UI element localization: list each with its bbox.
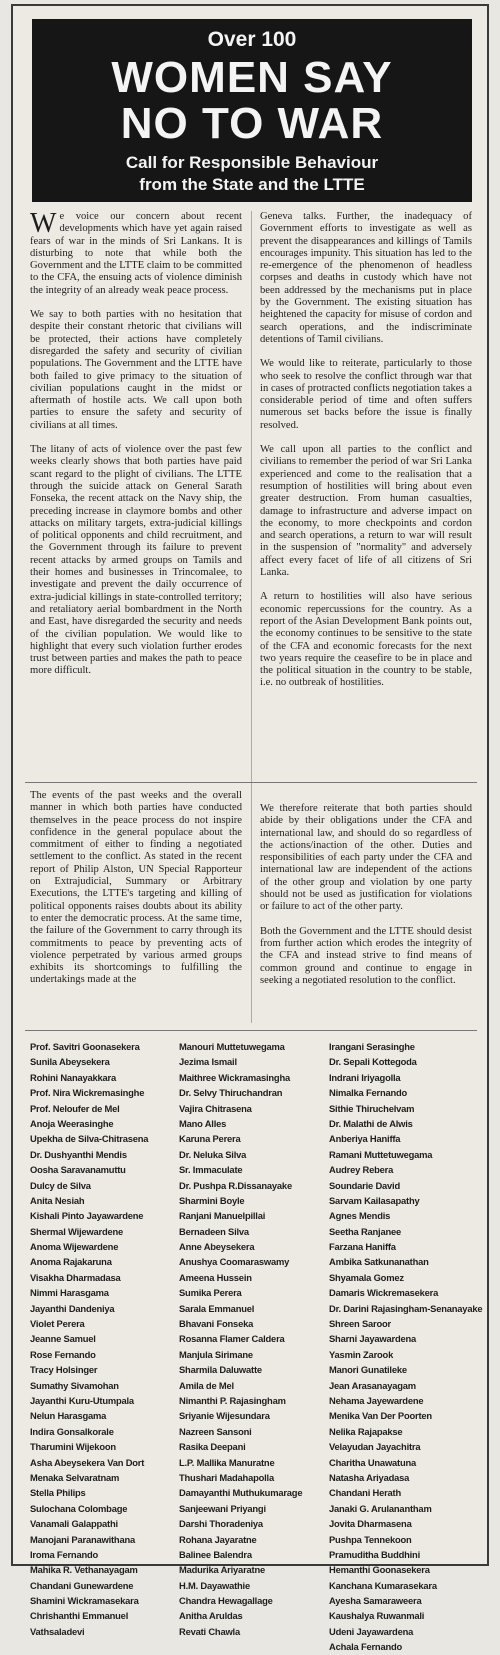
signatory-name: Bernadeen Silva (179, 1225, 249, 1237)
signatory-name: Jean Arasanayagam (329, 1379, 416, 1391)
signatory-name: Rose Fernando (30, 1348, 96, 1360)
subheadline-line-2: from the State and the LTTE (139, 175, 365, 194)
body-column-4 (260, 803, 472, 999)
signatory-name: Manouri Muttetuwegama (179, 1041, 285, 1052)
signatory-name: Jovita Dharmasena (329, 1518, 412, 1530)
signatories-column-3 (329, 1039, 481, 1655)
signatory-name: Dulcy de Silva (30, 1179, 91, 1191)
signatory-name: Dr. Sepali Kottegoda (329, 1056, 417, 1068)
paragraph: Both the Government and the LTTE should desist from further action which erodes the integrity of the CFA and instead strive to find means of common ground and continue to engage in seeking a negotiated resolution to the conflict. (260, 925, 472, 986)
advertisement-page (11, 4, 489, 1653)
body-column-2 (260, 211, 472, 702)
signatory-name: Vajira Chitrasena (179, 1102, 252, 1114)
signatory-name: Sumathy Sivamohan (30, 1379, 119, 1391)
signatory-name: Vanamali Galappathi (30, 1518, 118, 1530)
signatory-name: Sriyanie Wijesundara (179, 1410, 270, 1422)
signatories-column-2 (179, 1039, 327, 1639)
signatory-name: Chrishanthi Emmanuel (30, 1610, 129, 1622)
signatory-name: Udeni Jayawardena (329, 1625, 414, 1637)
signatory-name: Farzana Haniffa (329, 1241, 396, 1253)
signatory-name: Rosanna Flamer Caldera (179, 1333, 285, 1345)
signatory-name: Indira Gonsalkorale (30, 1425, 114, 1437)
paragraph: We would like to reiterate, particularly to those who seek to resolve the conflict through war that in cases of protracted conflicts negotiation takes a considerable period of time and often suffers numerous set backs before the issue is finally resolved. (260, 358, 472, 431)
signatory-name: Chandani Herath (329, 1487, 402, 1499)
signatory-name: Charitha Unawatuna (329, 1456, 417, 1468)
signatory-name: Balinee Balendra (179, 1548, 252, 1560)
paragraph: A return to hostilities will also have serious economic repercussions for the country. As a report of the Asian Development Bank points out, the economy continues to be sensitive to the state of the CFA and economic forecasts for the next two years require the ceasefire to be in place and the political situation in the country to be stable, i.e. no outbreak of hostilities. (260, 591, 472, 689)
signatory-name: Visakha Dharmadasa (30, 1271, 121, 1283)
signatory-name: Amila de Mel (179, 1379, 234, 1391)
signatory-name: Yasmin Zarook (329, 1348, 394, 1360)
signatory-name: Sunila Abeysekera (30, 1056, 110, 1068)
signatory-name: Sharmini Boyle (179, 1194, 245, 1206)
signatory-name: Audrey Rebera (329, 1164, 394, 1176)
paragraph: We say to both parties with no hesitation that despite their constant rhetoric that civilians will be protected, their actions have completely disregarded the safety and security of civilian populations. The Government and the LTTE have both failed to give primacy to the situation of civilian populations caught in the midst or aftermath of hostile acts. We call upon both parties to ensure the safety and security of civilians at all times. (30, 309, 242, 431)
signatory-name: Sithie Thiruchelvam (329, 1102, 415, 1114)
signatory-name: Manojani Paranawithana (30, 1533, 136, 1545)
paragraph: The litany of acts of violence over the past few weeks clearly shows that both parties have paid scant regard to the plight of civilians. The LTTE through the suicide attack on General Sarath Fonseka, the recent attack on the Navy ship, the preceding increase in claymore bombs and other attacks on military targets, extra-judicial killings of political opponents and child recruitment, and the Government through its failure to prevent recent attacks by armed groups on Tamils and their homes and businesses in Trincomalee, to investigate and prevent the daily occurrence of extra-judicial killings in state-controlled territory; and retaliatory aerial bombardment in the North and East, have disregarded the security and needs of the civilian population. We would like to highlight that every such violation further erodes trust between parties and makes the path to peace more difficult. (30, 444, 242, 677)
signatory-name: Manjula Sirimane (179, 1348, 253, 1360)
signatory-name: Sarvam Kailasapathy (329, 1194, 420, 1206)
signatory-name: Anitha Aruldas (179, 1610, 243, 1622)
signatory-name: Anne Abeysekera (179, 1241, 255, 1253)
signatory-name: Dr. Neluka Silva (179, 1148, 247, 1160)
signatory-name: Dr. Pushpa R.Dissanayake (179, 1179, 292, 1191)
signatory-name: Jayanthi Kuru-Utumpala (30, 1394, 134, 1406)
paragraph: Geneva talks. Further, the inadequacy of Government efforts to investigate as well as prevent the disappearances and killings of Tamils encourages impunity. This situation has led to the re-emergence of the phenomenon of headless corpses and deaths in custody which have not been addressed by the mechanisms put in place by the Government. The existing situation has heightened the capacity for misuse of cordon and search operations, and the indiscriminate detentions of Tamil civilians. (260, 211, 472, 345)
signatory-name: Dr. Malathi de Alwis (329, 1117, 413, 1129)
column-rule (251, 211, 252, 1023)
signatory-name: Shyamala Gomez (329, 1271, 404, 1283)
signatory-name: Sarala Emmanuel (179, 1302, 255, 1314)
signatory-name: Anoma Rajakaruna (30, 1256, 112, 1268)
signatory-name: Shamini Wickramasekara (30, 1595, 139, 1607)
signatory-name: H.M. Dayawathie (179, 1579, 250, 1591)
signatory-name: Nazreen Sansoni (179, 1425, 252, 1437)
signatory-name: Nelun Harasgama (30, 1410, 107, 1422)
signatory-name: Thushari Madahapolla (179, 1471, 274, 1483)
signatory-name: Maithree Wickramasingha (179, 1071, 290, 1083)
signatory-name: Indrani Iriyagolla (329, 1071, 401, 1083)
signatory-name: Oosha Saravanamuttu (30, 1164, 126, 1176)
signatory-name: Janaki G. Arulanantham (329, 1502, 432, 1514)
signatory-name: Prof. Nira Wickremasinghe (30, 1087, 145, 1099)
signatories-divider (25, 1030, 477, 1031)
signatory-name: Jezima Ismail (179, 1056, 237, 1068)
signatory-name: Velayudan Jayachitra (329, 1441, 421, 1453)
signatory-name: Vathsaladevi (30, 1625, 85, 1637)
signatory-name: Iroma Fernando (30, 1548, 99, 1560)
signatory-name: Agnes Mendis (329, 1210, 391, 1222)
signatory-name: Kanchana Kumarasekara (329, 1579, 437, 1591)
signatory-name: Prof. Neloufer de Mel (30, 1102, 120, 1114)
signatory-name: Ramani Muttetuwegama (329, 1148, 433, 1160)
signatory-name: Shermal Wijewardene (30, 1225, 124, 1237)
signatory-name: Asha Abeysekera Van Dort (30, 1456, 145, 1468)
signatory-name: Mano Alles (179, 1117, 227, 1129)
signatory-name: Seetha Ranjanee (329, 1225, 402, 1237)
signatory-name: Dr. Dushyanthi Mendis (30, 1148, 127, 1160)
body-column-1 (30, 208, 242, 690)
signatory-name: Soundarie David (329, 1179, 400, 1191)
signatory-name: Nimanthi P. Rajasingham (179, 1394, 286, 1406)
signatory-name: Menaka Selvaratnam (30, 1471, 120, 1483)
signatory-name: Sharni Jayawardena (329, 1333, 417, 1345)
signatory-name: Tharumini Wijekoon (30, 1441, 116, 1453)
headline-line-2: NO TO WAR (120, 99, 384, 148)
signatory-name: Kaushalya Ruwanmali (329, 1610, 425, 1622)
signatory-name: Rohini Nanayakkara (30, 1071, 117, 1083)
signatory-name: Jeanne Samuel (30, 1333, 96, 1345)
signatory-name: Prof. Savitri Goonasekera (30, 1041, 140, 1052)
signatory-name: Menika Van Der Poorten (329, 1410, 432, 1422)
drop-cap: W (30, 208, 57, 239)
signatory-name: Anoja Weerasinghe (30, 1117, 114, 1129)
signatory-name: Sumika Perera (179, 1287, 242, 1299)
headline-line-1: WOMEN SAY (111, 53, 393, 102)
signatory-name: L.P. Mallika Manuratne (179, 1456, 275, 1468)
signatory-name: Sr. Immaculate (179, 1164, 243, 1176)
signatory-name: Madurika Ariyaratne (179, 1564, 265, 1576)
section-divider (25, 782, 477, 783)
signatory-name: Sulochana Colombage (30, 1502, 128, 1514)
signatory-name: Dr. Selvy Thiruchandran (179, 1087, 283, 1099)
signatories-column-1 (30, 1039, 178, 1639)
signatory-name: Irangani Serasinghe (329, 1041, 415, 1052)
signatory-name: Nehama Jayewardene (329, 1394, 424, 1406)
signatory-name: Violet Perera (30, 1318, 85, 1330)
signatory-name: Anushya Coomaraswamy (179, 1256, 290, 1268)
signatory-name: Pushpa Tennekoon (329, 1533, 412, 1545)
signatory-name: Pramuditha Buddhini (329, 1548, 420, 1560)
paragraph-text: e voice our concern about recent developments which have yet again raised fears of war in the minds of Sri Lankans. It is disturbing to note that while both the Government and the LTTE claim to be committed to the CFA, the ensuing acts of violence diminish the integrity of an already weak peace process. (30, 211, 242, 296)
signatory-name: Kishali Pinto Jayawardene (30, 1210, 144, 1222)
signatory-name: Hemanthi Goonasekera (329, 1564, 430, 1576)
signatory-name: Rohana Jayaratne (179, 1533, 257, 1545)
signatory-name: Damayanthi Muthukumarage (179, 1487, 303, 1499)
signatory-name: Ambika Satkunanathan (329, 1256, 429, 1268)
kicker: Over 100 (207, 28, 297, 51)
signatory-name: Stella Philips (30, 1487, 86, 1499)
signatory-name: Dr. Darini Rajasingham-Senanayake (329, 1302, 483, 1314)
signatory-name: Bhavani Fonseka (179, 1318, 254, 1330)
signatory-name: Sharmila Daluwatte (179, 1364, 262, 1376)
signatory-name: Manori Gunatileke (329, 1364, 407, 1376)
signatory-name: Shreen Saroor (329, 1318, 392, 1330)
signatory-name: Damaris Wickremasekera (329, 1287, 439, 1299)
body-column-3 (30, 790, 242, 999)
signatory-name: Nimmi Harasgama (30, 1287, 109, 1299)
signatory-name: Sanjeewani Priyangi (179, 1502, 266, 1514)
signatory-name: Chandani Gunewardene (30, 1579, 134, 1591)
signatory-name: Chandra Hewagallage (179, 1595, 273, 1607)
paragraph: The events of the past weeks and the overall manner in which both parties have conducted themselves in the peace process do not inspire confidence in the general populace about the commitment of either to finding a negotiated settlement to the conflict. As stated in the recent report of Philip Alston, UN Special Rapporteur on Extrajudicial, Summary or Arbitrary Executions, the LTTE's targeting and killing of political opponents raises doubts about its ability to enter the democratic process. At the same time, the failure of the Government to carry through its commitments to peace by preventing acts of violence perpetrated by various armed groups exhibits its shortcomings to fulfilling the undertakings made at the (30, 790, 242, 986)
paragraph (30, 208, 242, 297)
signatory-name: Ranjani Manuelpillai (179, 1210, 266, 1222)
signatory-name: Jayanthi Dandeniya (30, 1302, 115, 1314)
signatory-name: Nimalka Fernando (329, 1087, 408, 1099)
signatory-name: Tracy Holsinger (30, 1364, 98, 1376)
paragraph: We therefore reiterate that both parties should abide by their obligations under the CFA and international law, and should do so regardless of the actions/inaction of the other. Duties and responsibilities of each party under the CFA and international law are independent of the actions of the other group and violation by one party should not be used as justification for violations or failure to act of the other party. (260, 803, 472, 913)
signatory-name: Darshi Thoradeniya (179, 1518, 263, 1530)
paragraph: We call upon all parties to the conflict and civilians to remember the period of war Sri Lanka experienced and come to the realisation that a resumption of hostilities will bring about even greater destruction. From human casualties, damage to infrastructure and adverse impact on the economy, to more checkpoints and cordon and search operations, a return to war will result in the suspension of "normality" and adversely affect every facet of life of all citizens of Sri Lanka. (260, 444, 472, 579)
signatory-name: Anita Nesiah (30, 1194, 85, 1206)
signatory-name: Mahika R. Vethanayagam (30, 1564, 138, 1576)
signatory-name: Revati Chawla (179, 1625, 240, 1637)
signatory-name: Achala Fernando (329, 1641, 403, 1653)
signatory-name: Ayesha Samaraweera (329, 1595, 422, 1607)
headline-banner (32, 19, 472, 202)
signatory-name: Anoma Wijewardene (30, 1241, 119, 1253)
signatory-name: Karuna Perera (179, 1133, 241, 1145)
subheadline-line-1: Call for Responsible Behaviour (125, 153, 379, 172)
signatory-name: Upekha de Silva-Chitrasena (30, 1133, 149, 1145)
signatory-name: Anberiya Haniffa (329, 1133, 401, 1145)
signatory-name: Natasha Ariyadasa (329, 1471, 410, 1483)
signatory-name: Rasika Deepani (179, 1441, 246, 1453)
signatory-name: Ameena Hussein (179, 1271, 252, 1283)
signatory-name: Nelika Rajapakse (329, 1425, 403, 1437)
